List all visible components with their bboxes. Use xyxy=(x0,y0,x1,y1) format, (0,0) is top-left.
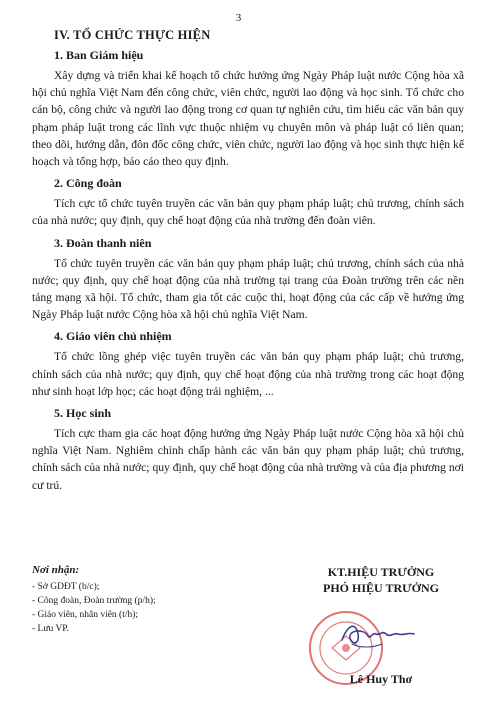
paragraph: Tích cực tổ chức tuyên truyền các văn bản quy phạm pháp luật; chủ trương, chính sách của nhà nước; quy định, quy chế hoạt động của nhà trường đến đoàn viên. xyxy=(32,197,464,228)
subsection-5 xyxy=(32,406,464,494)
paragraph: Tổ chức lồng ghép việc tuyên truyền các văn bản quy phạm pháp luật; chủ trương, chính sách của nhà nước; quy định, quy chế hoạt động của nhà trường trong các hoạt động như sinh hoạt lớp học; các hoạt động trải nghiệm, ... xyxy=(32,350,464,398)
subsection-heading: 4. Giáo viên chủ nhiệm xyxy=(54,329,172,344)
recipient-item: - Giáo viên, nhân viên (t/h); xyxy=(32,610,139,620)
document-footer xyxy=(0,556,477,706)
signer-title-line1: KT.HIỆU TRƯỞNG xyxy=(327,565,435,579)
recipient-item: - Sở GDĐT (b/c); xyxy=(32,582,100,592)
subsection-2 xyxy=(32,176,464,229)
recipient-item: - Công đoàn, Đoàn trường (p/h); xyxy=(32,596,156,606)
subsection-1 xyxy=(32,48,464,170)
document-body xyxy=(32,28,464,500)
subsection-4 xyxy=(32,329,464,400)
subsection-heading: 1. Ban Giám hiệu xyxy=(54,48,144,62)
page-number: 3 xyxy=(235,12,242,24)
subsection-heading: 5. Học sinh xyxy=(54,406,112,421)
recipients-title: Nơi nhận: xyxy=(32,564,80,576)
recipients-block xyxy=(32,564,252,636)
paragraph: Tích cực tham gia các hoạt động hưởng ứng Ngày Pháp luật nước Cộng hòa xã hội chủ nghĩa Việt Nam. Nghiêm chỉnh chấp hành các văn bản quy phạm pháp luật; chủ trương, chính sách của nhà nước; quy định, quy chế hoạt động của nhà trường và của địa phương nơi cư trú. xyxy=(32,427,464,492)
signer-block xyxy=(296,564,466,596)
subsection-heading: 3. Đoàn thanh niên xyxy=(54,235,152,250)
signer-name: Lê Huy Thơ xyxy=(349,672,413,686)
subsection-heading: 2. Công đoàn xyxy=(54,176,122,191)
subsection-3 xyxy=(32,236,464,324)
paragraph: Tổ chức tuyên truyền các văn bản quy phạm pháp luật; chủ trương, chính sách của nhà nước; quy định, quy chế hoạt động của nhà trường tại trang của Đoàn trường trên các nền tảng mạng xã hội. Tổ chức, tham gia tốt các cuộc thi, hoạt động của các cấp về hưởng ứng Ngày Pháp luật nước Cộng hòa xã hội chủ nghĩa Việt Nam. xyxy=(32,256,464,322)
recipient-item: - Lưu VP. xyxy=(32,624,69,634)
signer-title-line2: PHÓ HIỆU TRƯỞNG xyxy=(322,581,439,595)
signature-icon xyxy=(338,614,418,654)
paragraph: Xây dựng và triển khai kế hoạch tổ chức hưởng ứng Ngày Pháp luật nước Cộng hòa xã hội chủ nghĩa Việt Nam đến công chức, viên chức, người lao động và học sinh. Tổ chức cho cán bộ, công chức và người lao động trong cơ quan tự nghiên cứu, tìm hiểu các văn bản quy phạm pháp luật trong các lĩnh vực thuộc nhiệm vụ chuyên môn và pháp luật có liên quan; theo dõi, hướng dẫn, đôn đốc công chức, viên chức, người lao động và học sinh thực hiện kế hoạch và tổng hợp, báo cáo theo quy định. xyxy=(32,69,464,169)
section-title: IV. TỔ CHỨC THỰC HIỆN xyxy=(54,28,211,42)
